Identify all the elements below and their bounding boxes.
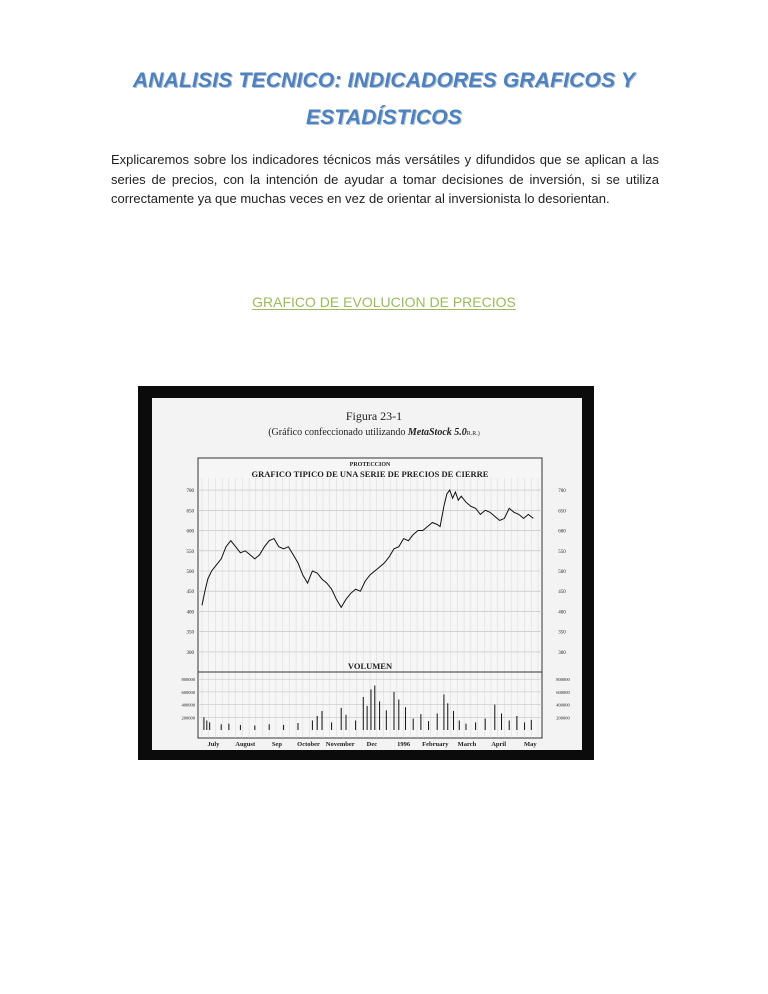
y-tick-label-left: 500 bbox=[186, 570, 194, 575]
x-month-label: October bbox=[297, 741, 320, 748]
y-tick-label-left: 700 bbox=[186, 489, 194, 495]
y-tick-label-left: 600 bbox=[186, 529, 194, 535]
x-month-label: Sep bbox=[271, 741, 282, 748]
y-tick-label-left: 350 bbox=[186, 630, 194, 636]
volume-tick-label-left: 200000 bbox=[181, 715, 195, 721]
volume-label: VOLUMEN bbox=[347, 661, 393, 671]
y-tick-label-right: 700 bbox=[558, 489, 566, 495]
volume-tick-label-left: 800000 bbox=[181, 677, 195, 683]
y-tick-label-right: 300 bbox=[558, 650, 566, 656]
volume-tick-label-right: 400000 bbox=[556, 702, 570, 708]
volume-tick-label-right: 600000 bbox=[556, 689, 570, 695]
y-tick-label-right: 350 bbox=[558, 630, 566, 636]
figure-subcaption bbox=[268, 427, 480, 438]
y-tick-label-right: 450 bbox=[558, 590, 566, 596]
subcaption-software: MetaStock 5.0 bbox=[407, 427, 467, 438]
figure-caption: Figura 23-1 bbox=[345, 409, 403, 423]
x-month-label: April bbox=[491, 741, 507, 748]
y-tick-label-right: 500 bbox=[558, 570, 566, 575]
y-tick-label-left: 450 bbox=[186, 590, 194, 596]
price-chart bbox=[152, 398, 582, 750]
y-tick-label-right: 400 bbox=[558, 610, 566, 616]
x-month-label: May bbox=[523, 741, 537, 748]
y-tick-label-right: 550 bbox=[558, 549, 566, 555]
x-month-label: March bbox=[457, 741, 477, 748]
volume-tick-label-right: 200000 bbox=[556, 715, 570, 721]
section-heading: GRAFICO DE EVOLUCION DE PRECIOS bbox=[252, 294, 516, 310]
x-month-label: February bbox=[422, 741, 449, 748]
volume-tick-label-left: 400000 bbox=[181, 702, 195, 708]
figure-photo bbox=[152, 398, 582, 750]
document-title-line2: ESTADÍSTICOS bbox=[305, 106, 463, 129]
x-month-label: November bbox=[325, 741, 355, 748]
chart-title: GRAFICO TIPICO DE UNA SERIE DE PRECIOS DE CIERRE bbox=[251, 469, 489, 479]
subcaption-suffix: R.R.) bbox=[466, 431, 480, 437]
y-tick-label-left: 550 bbox=[186, 549, 194, 555]
x-month-label: August bbox=[235, 741, 256, 748]
document-title-line1: ANALISIS TECNICO: INDICADORES GRAFICOS Y bbox=[132, 69, 636, 92]
y-tick-label-right: 600 bbox=[558, 529, 566, 535]
y-tick-label-right: 650 bbox=[558, 509, 566, 515]
intro-paragraph: Explicaremos sobre los indicadores técnicos más versátiles y difundidos que se aplican a las series de precios, con la intención de ayudar a tomar decisiones de inversión, si se utiliza correctamente ya que muchas veces en vez de orientar al inversionista lo desorientan. bbox=[111, 152, 659, 206]
x-month-label: Dec bbox=[366, 741, 378, 748]
y-tick-label-left: 400 bbox=[186, 610, 194, 616]
x-axis-months bbox=[208, 741, 538, 748]
y-tick-label-left: 650 bbox=[186, 509, 194, 515]
y-tick-label-left: 300 bbox=[186, 650, 194, 656]
x-month-label: 1996 bbox=[397, 741, 411, 748]
stamp-label: PROTECCION bbox=[349, 462, 391, 468]
x-month-label: July bbox=[207, 741, 220, 748]
volume-tick-label-right: 800000 bbox=[556, 677, 570, 683]
volume-tick-label-left: 600000 bbox=[181, 689, 195, 695]
subcaption-prefix: (Gráfico confeccionado utilizando bbox=[268, 427, 408, 438]
